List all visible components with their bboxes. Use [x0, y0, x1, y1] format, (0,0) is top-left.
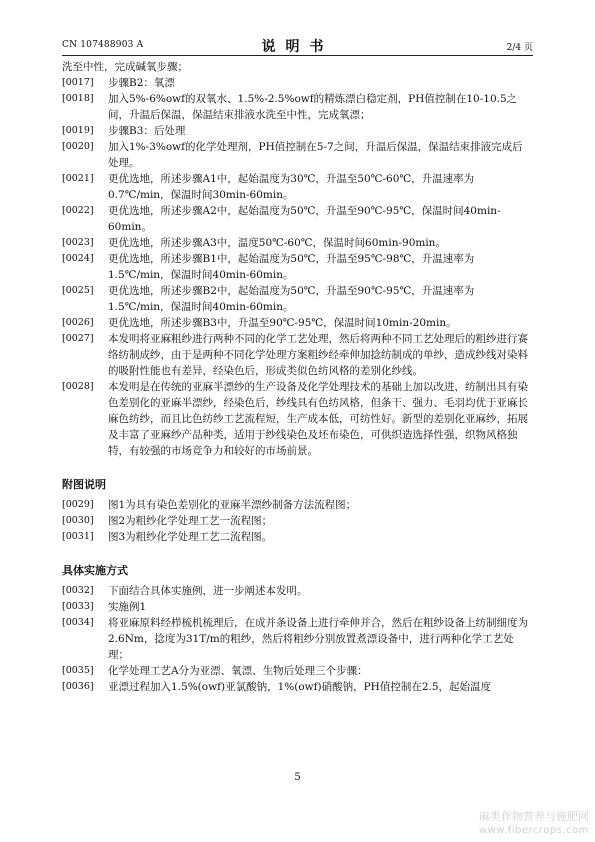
paragraph-text: 图2为粗纱化学处理工艺一流程图；	[108, 515, 273, 527]
paragraph-text: 将亚麻原料经栉梳机梳理后，在成并条设备上进行牵伸并合，然后在粗纱设备上纺制细度为2.6Nm，捻度为31T/m的粗纱，然后将粗纱分别放置煮漂设备中，进行两种化学工艺处理；	[108, 617, 528, 661]
paragraph	[62, 203, 533, 235]
paragraph-text: 更优选地，所述步骤A2中，起始温度为50℃，升温至90℃-95℃，保温时间40min-60min。	[108, 205, 501, 233]
paragraph-text: 步骤B2：氧漂	[108, 77, 175, 89]
paragraph-number: [0036]	[62, 681, 94, 692]
section-heading-embodiment: 具体实施方式	[62, 564, 128, 577]
paragraph-text: 本发明将亚麻粗纱进行两种不同的化学工艺处理，然后将两种不同工艺处理后的粗纱进行赛络纺制成纱，由于是两种不同化学处理方案粗纱经牵伸加捻纺制成的单纱，造成纱线对染料的吸附性能也有差异，经染色后，形成类似色纺风格的差别化纱线。	[108, 333, 528, 377]
paragraph-number: [0026]	[62, 317, 94, 328]
paragraph-group	[62, 497, 533, 545]
paragraph-text: 实施例1	[108, 601, 147, 613]
paragraph-number: [0029]	[62, 499, 94, 510]
paragraph-number: [0027]	[62, 333, 94, 344]
watermark-line-2: www.fibercrops.com	[478, 825, 589, 836]
paragraph-number: [0022]	[62, 205, 94, 216]
paragraph	[62, 283, 533, 315]
paragraph	[62, 315, 533, 331]
paragraph-number: [0019]	[62, 125, 94, 136]
paragraph-number: [0018]	[62, 93, 94, 104]
paragraph	[62, 679, 533, 695]
paragraph	[62, 583, 533, 599]
doc-number: CN 107488903 A	[62, 40, 144, 50]
paragraph-text: 加入5%-6%owf的双氧水、1.5%-2.5%owf的精炼漂白稳定剂，PH值控制在10-10.5之间，升温后保温，保温结束排液水洗至中性，完成氧漂；	[108, 93, 518, 121]
paragraph	[62, 599, 533, 615]
paragraph-text: 更优选地，所述步骤B3中，升温至90℃-95℃，保温时间10min-20min。	[108, 317, 457, 329]
paragraph	[62, 91, 533, 123]
document-body	[62, 59, 533, 695]
section-heading-figures: 附图说明	[62, 478, 106, 491]
paragraph	[62, 529, 533, 545]
paragraph-number: [0033]	[62, 601, 94, 612]
watermark	[479, 810, 589, 838]
paragraph	[62, 75, 533, 91]
paragraph	[62, 615, 533, 663]
paragraph-number: [0031]	[62, 531, 94, 542]
page-number: 5	[294, 772, 301, 783]
paragraph	[62, 379, 533, 459]
paragraph-text: 图1为具有染色差别化的亚麻半漂纱制备方法流程图；	[108, 499, 357, 511]
paragraph-number: [0021]	[62, 173, 94, 184]
paragraph	[62, 331, 533, 379]
paragraph-text: 更优选地，所述步骤B2中，起始温度为50℃，升温至90℃-95℃，升温速率为1.5℃/min，保温时间40min-60min。	[108, 285, 475, 313]
paragraph-number: [0020]	[62, 141, 94, 152]
paragraph	[62, 139, 533, 171]
paragraph-number: [0034]	[62, 617, 94, 628]
paragraph-number: [0028]	[62, 381, 94, 392]
paragraph-number: [0024]	[62, 253, 94, 264]
header-divider	[62, 55, 533, 56]
paragraph-text: 亚漂过程加入1.5%(owf)亚氯酸钠，1%(owf)硝酸钠，PH值控制在2.5，起始温度	[108, 681, 492, 693]
paragraph-text: 更优选地，所述步骤A1中，起始温度为30℃，升温至50℃-60℃，升温速率为0.7℃/min，保温时间30min-60min。	[108, 173, 475, 201]
paragraph	[62, 513, 533, 529]
paragraph-number: [0017]	[62, 77, 94, 88]
page-header	[62, 36, 533, 54]
paragraph-number: [0032]	[62, 585, 94, 596]
paragraph	[62, 663, 533, 679]
paragraph	[62, 123, 533, 139]
paragraph	[62, 497, 533, 513]
paragraph-text: 更优选地，所述步骤B1中，起始温度为50℃，升温至95℃-98℃，升温速率为1.5℃/min，保温时间40min-60min。	[108, 253, 475, 281]
paragraph-number: [0025]	[62, 285, 94, 296]
paragraph-text: 更优选地，所述步骤A3中，温度50℃-60℃，保温时间60min-90min。	[108, 237, 446, 249]
watermark-line-1: 麻类作物营养与施肥网	[479, 810, 589, 823]
paragraph-group	[62, 583, 533, 695]
paragraph-text: 加入1%-3%owf的化学处理剂，PH值控制在5-7之间，升温后保温，保温结束排液完成后处理。	[108, 141, 523, 169]
page-info: 2/4 页	[506, 43, 533, 53]
paragraph-text: 步骤B3：后处理	[108, 125, 186, 137]
paragraph	[62, 235, 533, 251]
paragraph-text: 下面结合具体实施例，进一步阐述本发明。	[108, 585, 308, 597]
paragraph-text: 图3为粗纱化学处理工艺二流程图。	[108, 531, 273, 543]
page-title: 说明书	[261, 39, 334, 55]
paragraph-text: 本发明是在传统的亚麻半漂纱的生产设备及化学处理技术的基础上加以改进，纺制出具有染色差别化的亚麻半漂纱，经染色后，纱线具有色纺风格，但条干、强力、毛羽均优于亚麻长麻色纺纱，而且比色纺纱工艺流程短，生产成本低，可纺性好。新型的差别化亚麻纱，拓展及丰富了亚麻纱产品种类，适用于纱线染色及坯布染色，可供织造选择性强，织物风格独特，有较强的市场竞争力和较好的市场前景。	[108, 381, 528, 457]
lead-line: 洗至中性，完成碱氧步骤；	[62, 61, 188, 73]
paragraph-text: 化学处理工艺A分为亚漂、氧漂、生物后处理三个步骤：	[108, 665, 368, 677]
paragraph-number: [0023]	[62, 237, 94, 248]
paragraph	[62, 171, 533, 203]
paragraph-number: [0035]	[62, 665, 94, 676]
paragraph	[62, 251, 533, 283]
paragraph-group	[62, 75, 533, 459]
paragraph-number: [0030]	[62, 515, 94, 526]
